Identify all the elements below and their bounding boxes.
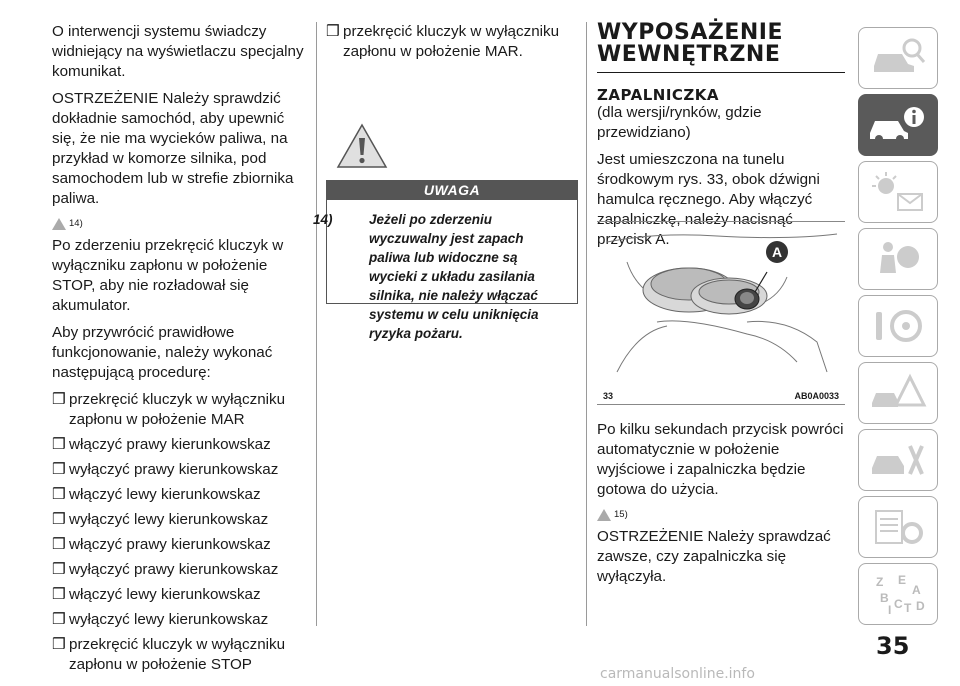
list-item: ❒ wyłączyć lewy kierunkowskaz (52, 511, 269, 528)
warning-box (313, 200, 578, 341)
warning-triangle-icon (336, 122, 388, 170)
warning-triangle-icon (597, 509, 611, 521)
reference-label: 14) (69, 218, 83, 229)
reference-14 (52, 216, 304, 232)
svg-text:C: C (894, 597, 903, 611)
warning-triangle-icon (52, 218, 66, 230)
paragraph-warning-check: OSTRZEŻENIE Należy sprawdzić dokładnie samochód, aby upewnić się, że nie ma wycieków paliwa, na przykład w komorze silnika, pod samochodem lub w strefie zbiornika paliwa. (52, 90, 294, 207)
subsection-title: ZAPALNICZKA (597, 86, 720, 104)
watermark: carmanualsonline.info (600, 666, 755, 682)
warning-number: 14) (313, 212, 333, 227)
figure-code: AB0A0033 (794, 391, 839, 401)
figure-caption (603, 391, 839, 401)
tab-alphabet-index[interactable] (858, 563, 938, 625)
tab-checklist[interactable] (858, 496, 938, 558)
checkbox-bullet-icon: ❒ (52, 636, 66, 653)
steering-wheel-icon (868, 304, 928, 348)
list-item: ❒ wyłączyć lewy kierunkowskaz (52, 611, 269, 628)
checkbox-bullet-icon: ❒ (52, 611, 66, 628)
list-item: ❒ wyłączyć prawy kierunkowskaz (52, 461, 279, 478)
car-info-icon (866, 103, 930, 147)
column-2 (313, 22, 578, 341)
checkbox-bullet-icon: ❒ (52, 586, 66, 603)
paragraph-procedure-intro: Aby przywrócić prawidłowe funkcjonowanie, należy wykonać następującą procedurę: (52, 324, 273, 381)
list-item: ❒ włączyć lewy kierunkowskaz (52, 586, 261, 603)
tab-lights-mail[interactable] (858, 161, 938, 223)
paragraph-lighter-location: Jest umieszczona na tunelu środkowym rys. 33, obok dźwigni hamulca ręcznego. Aby włączyć zapalniczkę, należy nacisnąć przycisk A. (597, 151, 820, 248)
section-tabs (858, 27, 938, 630)
tab-car-tools[interactable] (858, 429, 938, 491)
tab-car-search[interactable] (858, 27, 938, 89)
car-tools-icon (868, 438, 928, 482)
warning-header: UWAGA (326, 180, 578, 200)
warning-text: Jeżeli po zderzeniu wyczuwalny jest zapach paliwa lub widoczne są wycieki z układu zasilania silnika, nie należy włączać systemu w celu uniknięcia ryzyka pożaru. (369, 212, 539, 341)
list-item: ❒ włączyć prawy kierunkowskaz (52, 536, 271, 553)
tab-airbag[interactable] (858, 228, 938, 290)
column-divider (316, 22, 317, 626)
car-warning-icon (868, 371, 928, 415)
reference-label: 15) (614, 509, 628, 520)
checkbox-bullet-icon: ❒ (52, 436, 66, 453)
car-search-icon (868, 36, 928, 80)
callout-label: A (771, 244, 783, 260)
page-number: 35 (876, 632, 910, 660)
checkbox-bullet-icon: ❒ (52, 461, 66, 478)
paragraph-system-info: O interwencji systemu świadczy widniejący na wyświetlaczu specjalny komunikat. (52, 23, 304, 80)
alphabet-index-icon (868, 572, 928, 616)
checklist-gear-icon (868, 505, 928, 549)
column-divider (586, 22, 587, 626)
list-item: ❒ włączyć prawy kierunkowskaz (52, 436, 271, 453)
figure-number: 33 (603, 391, 614, 401)
svg-text:A: A (912, 583, 921, 597)
list-item: ❒ przekręcić kluczyk w wyłączniku zapłonu w położenie MAR (52, 391, 286, 428)
lights-mail-icon (868, 170, 928, 214)
svg-text:E: E (898, 573, 907, 587)
list-item: ❒ przekręcić kluczyk w wyłączniku zapłonu w położenie MAR. (326, 23, 560, 60)
svg-text:D: D (916, 599, 925, 613)
svg-text:I: I (888, 603, 892, 616)
tab-car-info[interactable] (858, 94, 938, 156)
svg-text:B: B (880, 591, 889, 605)
tab-car-warning[interactable] (858, 362, 938, 424)
tab-wrench-steering[interactable] (858, 295, 938, 357)
figure-33 (597, 221, 845, 405)
column-1 (52, 22, 304, 680)
subsection-note: (dla wersji/rynków, gdzie przewidziano) (597, 104, 762, 141)
checkbox-bullet-icon: ❒ (52, 391, 66, 408)
checkbox-bullet-icon: ❒ (52, 511, 66, 528)
svg-text:Z: Z (876, 575, 884, 589)
airbag-person-icon (868, 237, 928, 281)
checkbox-bullet-icon: ❒ (52, 561, 66, 578)
reference-15 (597, 507, 845, 523)
checkbox-bullet-icon: ❒ (52, 486, 66, 503)
cigarette-lighter-illustration (597, 222, 845, 382)
list-item: ❒ przekręcić kluczyk w wyłączniku zapłonu w położenie STOP (52, 636, 286, 673)
checkbox-bullet-icon: ❒ (52, 536, 66, 553)
list-item: ❒ włączyć lewy kierunkowskaz (52, 486, 261, 503)
column-3-lower (597, 420, 845, 594)
list-item: ❒ wyłączyć prawy kierunkowskaz (52, 561, 279, 578)
section-title: WYPOSAŻENIE WEWNĘTRZNE (597, 22, 845, 73)
paragraph-lighter-warning: OSTRZEŻENIE Należy sprawdzać zawsze, czy zapalniczka się wyłączyła. (597, 528, 831, 585)
paragraph-after-crash: Po zderzeniu przekręcić kluczyk w wyłączniku zapłonu w położenie STOP, aby nie rozładował się akumulator. (52, 237, 284, 314)
checkbox-bullet-icon: ❒ (326, 23, 340, 40)
paragraph-lighter-return: Po kilku sekundach przycisk powróci automatycznie w położenie wyjściowe i zapalniczka będzie gotowa do użycia. (597, 421, 844, 498)
svg-text:T: T (904, 601, 912, 615)
